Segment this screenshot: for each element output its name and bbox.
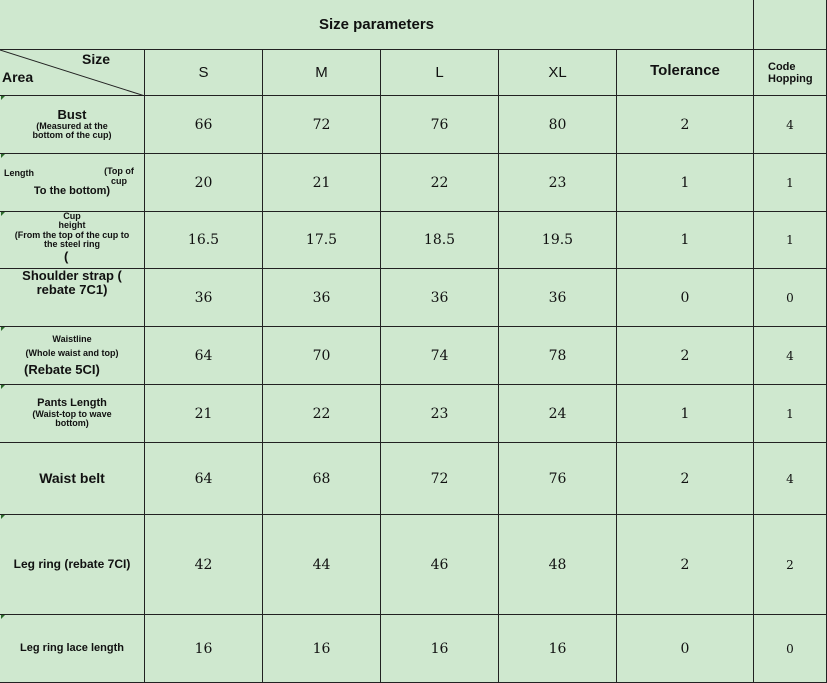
value-cell-tolerance: 2 (617, 96, 754, 154)
value-cell-m: 16 (263, 615, 381, 683)
table-title: Size parameters (0, 0, 754, 50)
value-cell-xl: 80 (499, 96, 617, 154)
value-cell-m: 68 (263, 443, 381, 515)
corner-area-label: Area (2, 69, 34, 85)
value-cell-l: 23 (381, 385, 499, 443)
title-right-cell (754, 0, 827, 50)
value-cell-m: 22 (263, 385, 381, 443)
header-tolerance: Tolerance (617, 50, 754, 96)
header-s: S (145, 50, 263, 96)
value-cell-l: 16 (381, 615, 499, 683)
corner-tick (1, 212, 5, 216)
value-cell-s: 36 (145, 269, 263, 327)
value-cell-m: 44 (263, 515, 381, 615)
corner-tick (1, 385, 5, 389)
value-cell-xl: 19.5 (499, 212, 617, 269)
value-cell-s: 20 (145, 154, 263, 212)
value-cell-xl: 36 (499, 269, 617, 327)
value-cell-code-hopping: 0 (754, 615, 827, 683)
value-cell-xl: 76 (499, 443, 617, 515)
row-label-waistline: Waistline (Whole waist and top) (Rebate 5CI) (0, 327, 145, 385)
value-cell-m: 17.5 (263, 212, 381, 269)
value-cell-s: 66 (145, 96, 263, 154)
row-label-cup-height: Cup height (From the top of the cup to the steel ring ( (0, 212, 145, 269)
value-cell-l: 74 (381, 327, 499, 385)
row-label-bust: Bust (Measured at the bottom of the cup) (0, 96, 145, 154)
value-cell-l: 36 (381, 269, 499, 327)
value-cell-xl: 48 (499, 515, 617, 615)
value-cell-tolerance: 2 (617, 443, 754, 515)
value-cell-code-hopping: 4 (754, 327, 827, 385)
corner-tick (1, 327, 5, 331)
value-cell-code-hopping: 4 (754, 443, 827, 515)
value-cell-s: 42 (145, 515, 263, 615)
value-cell-tolerance: 2 (617, 327, 754, 385)
row-label-waist-belt: Waist belt (0, 443, 145, 515)
value-cell-l: 76 (381, 96, 499, 154)
value-cell-code-hopping: 1 (754, 212, 827, 269)
header-xl: XL (499, 50, 617, 96)
value-cell-m: 72 (263, 96, 381, 154)
row-label-leg-ring-lace-length: Leg ring lace length (0, 615, 145, 683)
row-label-shoulder-strap: Shoulder strap ( rebate 7C1) (0, 269, 145, 327)
value-cell-s: 16 (145, 615, 263, 683)
value-cell-s: 16.5 (145, 212, 263, 269)
value-cell-xl: 16 (499, 615, 617, 683)
value-cell-s: 21 (145, 385, 263, 443)
header-m: M (263, 50, 381, 96)
value-cell-tolerance: 1 (617, 154, 754, 212)
value-cell-tolerance: 1 (617, 385, 754, 443)
value-cell-l: 72 (381, 443, 499, 515)
value-cell-m: 36 (263, 269, 381, 327)
value-cell-xl: 78 (499, 327, 617, 385)
corner-size-label: Size (82, 51, 111, 67)
value-cell-l: 22 (381, 154, 499, 212)
value-cell-tolerance: 0 (617, 615, 754, 683)
value-cell-xl: 24 (499, 385, 617, 443)
header-code-hopping: Code Hopping (754, 50, 827, 96)
corner-tick (1, 515, 5, 519)
value-cell-code-hopping: 4 (754, 96, 827, 154)
corner-tick (1, 96, 5, 100)
value-cell-tolerance: 0 (617, 269, 754, 327)
corner-tick (1, 154, 5, 158)
value-cell-tolerance: 1 (617, 212, 754, 269)
corner-tick (1, 615, 5, 619)
value-cell-tolerance: 2 (617, 515, 754, 615)
value-cell-l: 46 (381, 515, 499, 615)
header-l: L (381, 50, 499, 96)
value-cell-m: 70 (263, 327, 381, 385)
row-label-pants-length: Pants Length (Waist-top to wave bottom) (0, 385, 145, 443)
value-cell-xl: 23 (499, 154, 617, 212)
value-cell-code-hopping: 1 (754, 385, 827, 443)
row-label-length: Length (Top of cup To the bottom) (0, 154, 145, 212)
value-cell-code-hopping: 0 (754, 269, 827, 327)
row-label-leg-ring: Leg ring (rebate 7CI) (0, 515, 145, 615)
value-cell-l: 18.5 (381, 212, 499, 269)
value-cell-s: 64 (145, 443, 263, 515)
value-cell-s: 64 (145, 327, 263, 385)
value-cell-code-hopping: 1 (754, 154, 827, 212)
value-cell-m: 21 (263, 154, 381, 212)
value-cell-code-hopping: 2 (754, 515, 827, 615)
